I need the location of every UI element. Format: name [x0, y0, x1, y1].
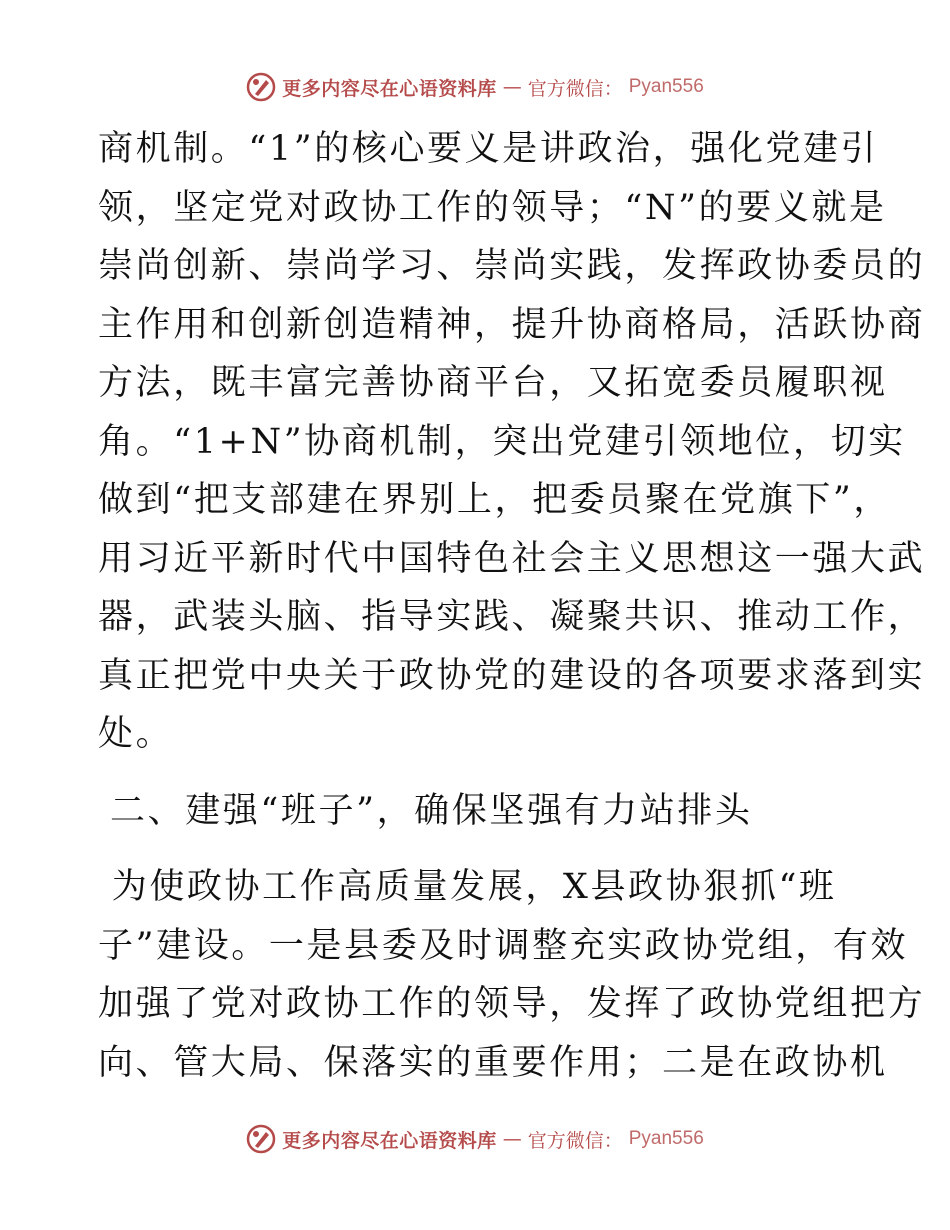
- text-line: 商机制。“1”的核心要义是讲政治，强化党建引: [98, 129, 879, 169]
- watermark-label: 官方微信：: [527, 77, 623, 100]
- watermark-footer: [0, 1124, 950, 1154]
- text-line: 做到“把支部建在界别上，把委员聚在党旗下”，: [98, 480, 891, 520]
- paragraph-2: [98, 858, 926, 1092]
- text-line: 用习近平新时代中国特色社会主义思想这一强大武: [98, 538, 926, 579]
- watermark-id: Pyan556: [628, 76, 704, 97]
- watermark-header: [0, 72, 950, 102]
- watermark-label: 官方微信：: [527, 1129, 623, 1152]
- text-line: 角。“1+N”协商机制，突出党建引领地位，切实: [98, 421, 906, 462]
- text-line: 处。: [98, 714, 174, 754]
- document-body: [98, 120, 926, 1092]
- text-line: 崇尚创新、崇尚学习、崇尚实践，发挥政协委员的: [98, 246, 926, 286]
- heading-text: 二、建强“班子”，确保坚强有力站排头: [110, 790, 753, 831]
- text-line: 领，坚定党对政协工作的领导；“N”的要义就是: [98, 187, 887, 228]
- section-heading: [98, 782, 850, 841]
- text-line: 为使政协工作高质量发展，X县政协狠抓“班: [98, 867, 837, 907]
- text-line: 子”建设。一是县委及时调整充实政协党组，有效: [98, 925, 909, 966]
- pen-logo-icon: [246, 1124, 276, 1154]
- text-line: 加强了党对政协工作的领导，发挥了政协党组把方: [98, 984, 926, 1024]
- watermark-text: 更多内容尽在心语资料库: [282, 77, 497, 100]
- paragraph-1: [98, 120, 926, 764]
- watermark-text: 更多内容尽在心语资料库: [282, 1129, 497, 1152]
- text-line: 方法，既丰富完善协商平台，又拓宽委员履职视: [98, 363, 888, 403]
- text-line: 真正把党中央关于政协党的建设的各项要求落到实: [98, 655, 926, 696]
- text-line: 主作用和创新创造精神，提升协商格局，活跃协商: [98, 304, 926, 345]
- text-line: 器，武装头脑、指导实践、凝聚共识、推动工作，: [98, 597, 926, 637]
- watermark-id: Pyan556: [628, 1128, 704, 1149]
- text-line: 向、管大局、保落实的重要作用；二是在政协机: [98, 1042, 888, 1083]
- pen-logo-icon: [246, 72, 276, 102]
- watermark-separator: —: [502, 1128, 522, 1150]
- watermark-separator: —: [502, 76, 522, 98]
